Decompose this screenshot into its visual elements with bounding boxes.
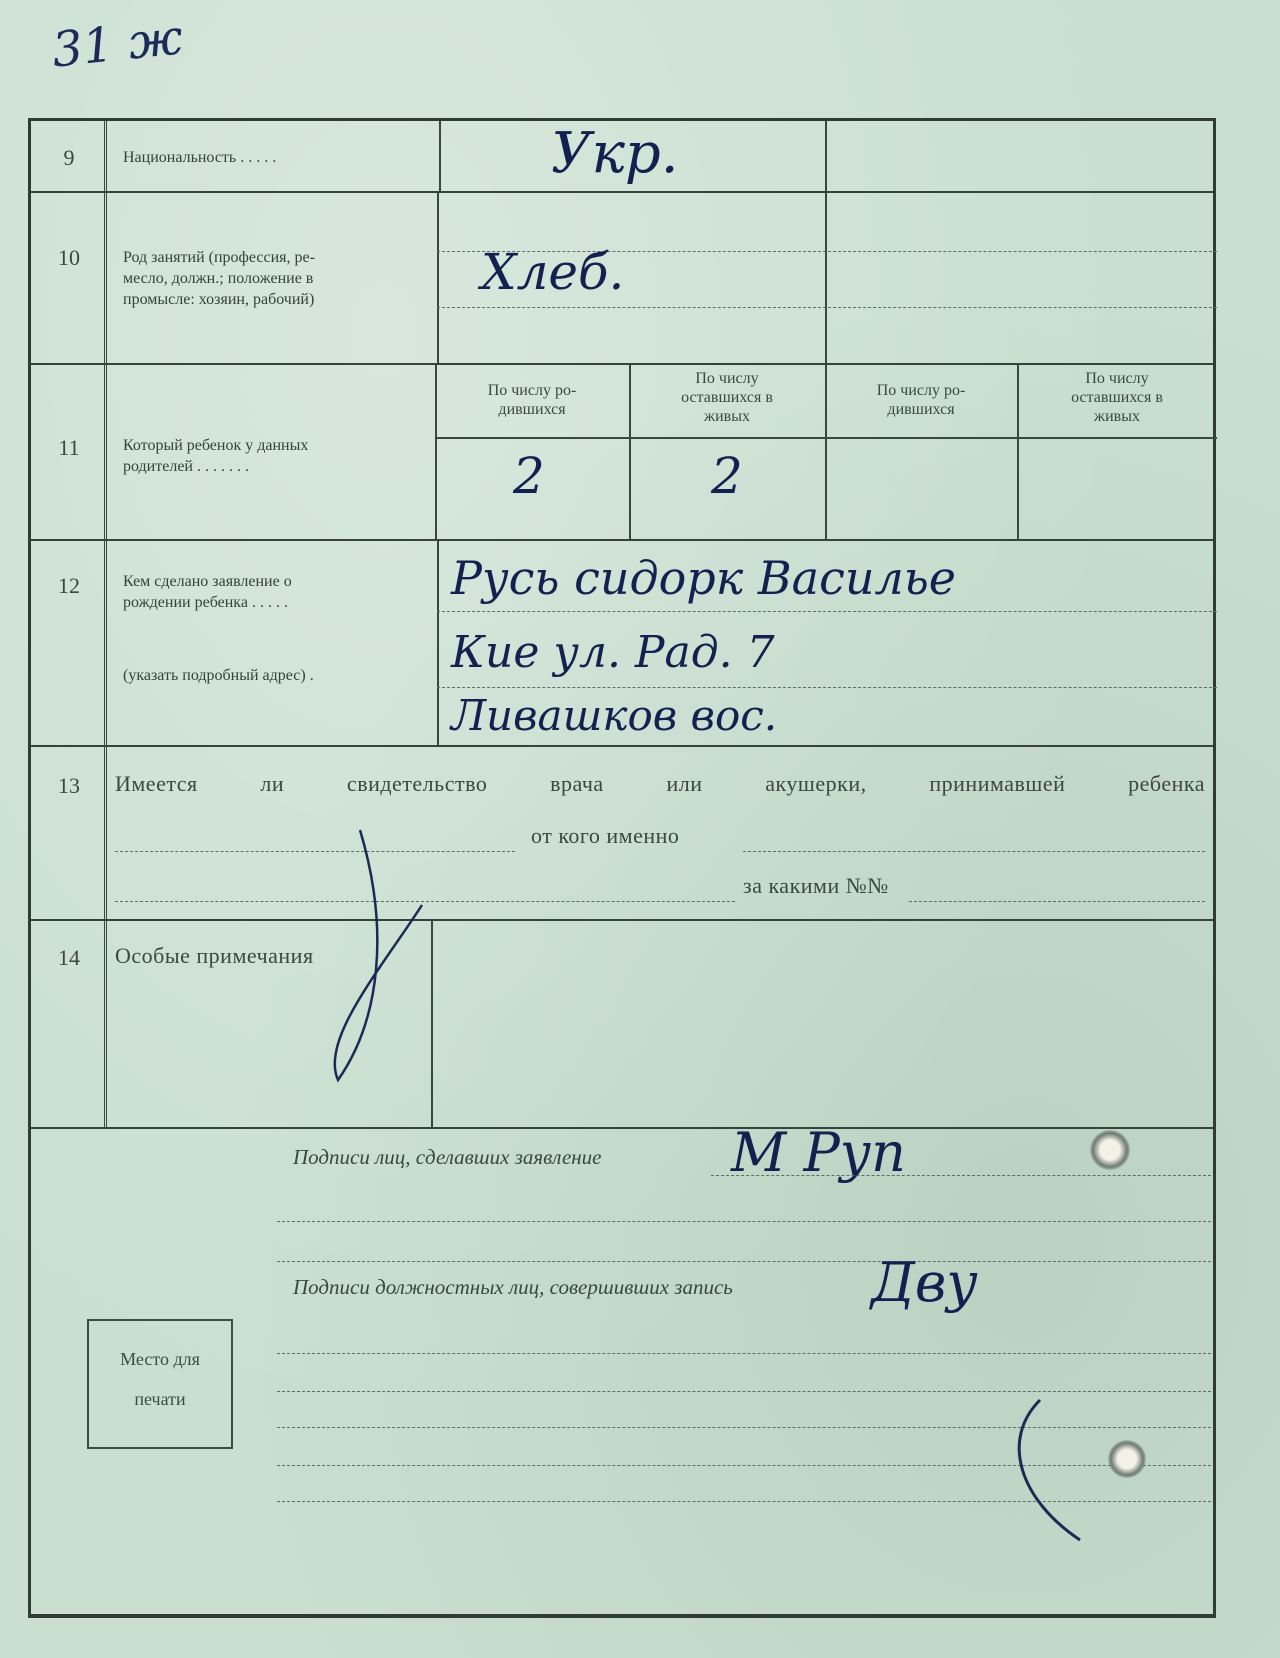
row-number: 9 — [63, 145, 75, 170]
header-alive-2: По числу оставшихся в живых — [1071, 370, 1163, 425]
row-number: 12 — [58, 573, 80, 598]
occupation-value: Хлеб. — [481, 243, 625, 301]
stamp-placeholder: Место для печати — [87, 1319, 233, 1449]
occupation-label: Род занятий (профессия, ре- месло, должн.; положение в промысле: хозяин, рабочий) — [123, 249, 315, 308]
certificate-question: Имеется ли свидетельство врача или акушерки, принимавшей ребенка — [115, 771, 1205, 796]
declarant-name: Русь сидорк Василье — [451, 551, 957, 605]
nationality-label: Национальность . . . . . — [123, 149, 277, 166]
nationality-value: Укр. — [551, 121, 679, 186]
alive-count: 2 — [711, 447, 743, 505]
declarant-label: Кем сделано заявление о рождении ребенка . . . . . — [123, 573, 292, 611]
row-occupation — [31, 193, 1213, 365]
remarks-label: Особые примечания — [115, 943, 314, 968]
row-child-order — [31, 365, 1213, 541]
birth-record-form — [28, 118, 1216, 1618]
row-declarant — [31, 541, 1213, 747]
declarant-address-2: Ливашков вос. — [451, 691, 778, 740]
header-alive-1: По числу оставшихся в живых — [681, 370, 773, 425]
row-nationality — [31, 121, 1213, 193]
certificate-numbers: за какими №№ — [743, 873, 889, 898]
applicants-signature-label: Подписи лиц, сделавших заявление — [293, 1145, 602, 1169]
declarant-address-label: (указать подробный адрес) . — [123, 667, 314, 684]
row-remarks — [31, 921, 1213, 1129]
paper-hole — [1090, 1130, 1130, 1170]
child-order-label: Который ребенок у данных родителей . . . . . . . — [123, 437, 309, 475]
row-number: 11 — [58, 435, 80, 460]
row-number: 10 — [58, 245, 80, 270]
row-number: 13 — [58, 773, 80, 798]
header-born-2: По числу ро- дившихся — [876, 382, 966, 418]
born-count: 2 — [513, 447, 545, 505]
certificate-from-whom: от кого именно — [531, 823, 680, 848]
declarant-address-1: Кие ул. Рад. 7 — [451, 627, 775, 678]
row-certificate — [31, 747, 1213, 921]
officials-signature-label: Подписи должностных лиц, совершивших запись — [293, 1275, 733, 1299]
header-born-1: По числу ро- дившихся — [487, 382, 577, 418]
corner-note: 31 ж — [49, 9, 186, 79]
paper-hole — [1108, 1440, 1146, 1478]
officials-signature: Дву — [871, 1251, 978, 1314]
row-number: 14 — [58, 945, 80, 970]
applicants-signature: М Руп — [731, 1121, 906, 1184]
